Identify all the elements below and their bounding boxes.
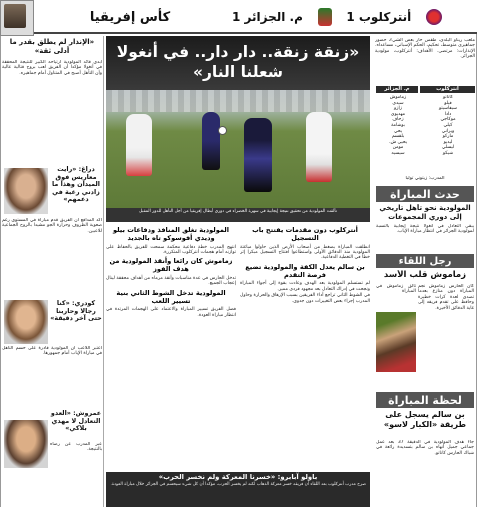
team-away: م. الجزائر 1 <box>232 10 303 24</box>
article-paragraph: انطلقت المباراة بضغط من أصحاب الأرض الذين حاولوا مباغتة المولودية منذ الدقائق الأولى واستطاعوا افتتاح التسجيل مبكرا إثر خطأ في التغطية الدفاعية. <box>240 244 370 261</box>
player-figure <box>306 112 332 182</box>
mca-crest-icon <box>318 8 332 26</box>
lineup-player: دادا <box>444 111 452 117</box>
reactions-quote: دراغ: «رأيت معاريس فوق الميدان وهذا ما زادني رغبة في دعمهم» <box>52 166 100 204</box>
lineup-player: بلقسم <box>391 134 405 140</box>
lineup-player: زماموش <box>389 95 407 100</box>
man-of-match-title: زماموش قلب الأسد <box>383 270 467 280</box>
article-subhead: زماموش كان رائعا وأنقذ المولودية من هدف الفوز <box>109 257 233 274</box>
player-figure <box>202 112 220 170</box>
article-subhead: أنتركلوب دون مقدمات يفتتح باب التسجيل <box>252 226 358 242</box>
coach-line: المدرب: زيتوني تولبا <box>405 176 445 181</box>
lineup-player: سيفاسيتو <box>439 106 457 112</box>
lineup-player: فيلو <box>444 100 452 106</box>
article-paragraph: تدخل الحارس في عدة مناسبات وأنقذ مرماه من أهداف محققة لينال إعجاب الجميع. <box>106 276 236 287</box>
quote-title: باولو آبابرو: «خسرنا المعركة ولم نخسر الحرب» <box>158 473 318 481</box>
reactions-paragraph: عبر المدرب عن رضاه بالنتيجة. <box>50 442 102 453</box>
ball-icon <box>218 126 227 135</box>
interclube-crest-icon <box>426 9 442 25</box>
events-body: يبقى التعادل في أنغولا نتيجة إيجابية بالنسبة لمولودية الجزائر في انتظار مباراة الإياب. <box>376 224 474 235</box>
lineup-player: ويراني <box>441 128 455 134</box>
lineup-away <box>376 95 420 185</box>
man-of-match-body: كان الحارس زماموش نجم المباراة دون منازع بعدما تصدى لعدة كرات خطيرة وحافظ على تقدم فريقه إلى غاية الدقائق الأخيرة. <box>418 284 474 311</box>
article-column-right <box>240 224 370 472</box>
player-portrait <box>4 300 48 344</box>
events-title: المولودية نحو تأهل تاريخي إلى دوري المجموعات <box>379 204 471 221</box>
reactions-quote: كودري: «كنا رجالا وحاربنا حتى آخر دقيقة» <box>50 300 102 323</box>
article-subhead: المولودية تدخل الشوط الثاني بنية تسيير اللعب <box>116 288 226 305</box>
lineup-player: شيكو <box>442 150 454 156</box>
lineup-player: كيلي <box>443 122 453 128</box>
lineup-player: زازو <box>394 106 402 112</box>
photo-caption: تألقت المولودية من تحقيق نتيجة إيجابية في سهرة الخضراء في دوري أبطال إفريقيا من أجل التأهل للدور المقبل <box>106 208 370 222</box>
team-home: أنتركلوب 1 <box>346 10 412 24</box>
lineup-player: موكاجي <box>440 117 456 123</box>
lineup-player: بوشامة <box>391 122 405 128</box>
correspondent-box <box>0 0 34 36</box>
lineup-player: مومن <box>392 145 404 151</box>
lineup-player: زحاف <box>392 117 404 123</box>
player-figure <box>126 114 152 176</box>
article-paragraph: انتهج المدرب خطة دفاعية محكمة سمحت للفريق بالحفاظ على توازنه أمام هجمات أنتركلوب المتكررة. <box>106 244 236 255</box>
player-figure <box>244 118 272 192</box>
lineup-label-home: أنتركلوب <box>420 86 475 93</box>
article-paragraph: في الشوط الثاني تراجع أداء الفريقين بسبب الإرهاق والحرارة وحاول المدرب إجراء بعض التغييرات دون جدوى. <box>240 293 370 304</box>
reactions-paragraph: اعتبر اللاعب أن المولودية قادرة على حسم التأهل في مباراة الإياب أمام جمهورها. <box>2 346 102 357</box>
player-portrait <box>4 168 48 214</box>
lineup-player: سيدي <box>392 100 404 106</box>
article-subhead: المولودية تغلق المنافذ ودفاعات بيلو وديدي أفوسوكو تاه بالجديد <box>112 226 230 242</box>
lineup-player: ليديو <box>443 139 453 145</box>
article-column-left <box>106 224 236 472</box>
correspondent-photo <box>4 4 26 28</box>
lineup-player: يحيى ش. <box>389 139 407 145</box>
lineup-player: مهديوي <box>390 111 406 117</box>
article-paragraph: لم تستسلم المولودية بعد الهدف وعادت بقوة إلى أجواء المباراة ونجحت في إدراك التعادل بعد مجهود فردي مميز. <box>240 281 370 292</box>
lineup-label-away: م. الجزائر <box>376 86 418 93</box>
match-photo <box>106 90 370 208</box>
match-score-header <box>232 4 442 30</box>
lineup-player: ماركو <box>442 134 454 140</box>
quote-body: صرح مدرب أنتركلوب بعد اللقاء أن فريقه خسر معركة الذهاب لكنه لم يخسر الحرب، مؤكدا أن كل شيء سيحسم في الجزائر خلال مباراة العودة. <box>110 482 366 487</box>
match-moment-header: لحظة المباراة <box>376 392 474 408</box>
reactions-paragraph: أبدى قائد المولودية ارتياحه الكبير للنتيجة المحققة في أنغولا مؤكدا أن الفريق لعب بروح قتالية عالية وأن التأهل أصبح في المتناول أمام جماهيره. <box>2 60 102 76</box>
main-headline: «زنقة زنقة.. دار دار.. في أنغولا شعلنا النار» <box>106 36 370 90</box>
match-moment-body: جاء هدف المولودية في الدقيقة 37 بعد عمل جماعي جميل أنهاه بن سالم بتسديدة رائعة في شباك الحارس كاناتو. <box>376 440 474 456</box>
lineup-home <box>422 95 474 185</box>
match-moment-title: بن سالم يسجل على طريقة «الكبار لاسو» <box>383 410 467 429</box>
events-header: حدث المباراة <box>376 186 474 202</box>
man-of-match-note: تألق زماموش في المباراة <box>376 284 416 295</box>
lineup-player: سيسيه <box>391 150 405 156</box>
goalkeeper-photo <box>376 312 416 372</box>
lineup-player: ليسلي <box>441 145 455 151</box>
lineup-player: يحي <box>393 128 403 134</box>
article-paragraph: فضل الفريق تسيير المباراة والاعتماد على الهجمات المرتدة في انتظار مباراة العودة. <box>106 307 236 318</box>
article-subhead: بن سالم يعدل الكفة والمولودية تضيع فرصة التقدم <box>245 262 365 279</box>
lineup-player: كاناتو <box>443 95 453 100</box>
section-title: كأس إفريقيا <box>89 9 171 25</box>
match-sheet-intro: ملعب ريناو البلدي، طقس حار بعض الشيء، حضور جماهيري متوسط، تحكيم، الحكم الإسباني، مساعداه. الإنذارات: مرتضى. الأهداف: أنتركلوب، مولودية الجزائر. <box>375 38 475 60</box>
coach-portrait <box>4 420 48 468</box>
quote-box <box>106 472 370 507</box>
reactions-headline: «الإنذار لم يطلق بقدر ما أدلى ثقة» <box>9 38 95 55</box>
stadium-stand <box>106 90 370 112</box>
reactions-paragraph: أكد المدافع أن الفريق قدم مباراة في المستوى رغم صعوبة الظروف وحرارة الجو مشيدا بالروح الجماعية للاعبين. <box>2 218 102 234</box>
man-of-match-header: رجل اللقاء <box>376 254 474 268</box>
reactions-quote: عمروش: «العدو التعادل لا مهدي بلاكي» <box>50 410 102 433</box>
